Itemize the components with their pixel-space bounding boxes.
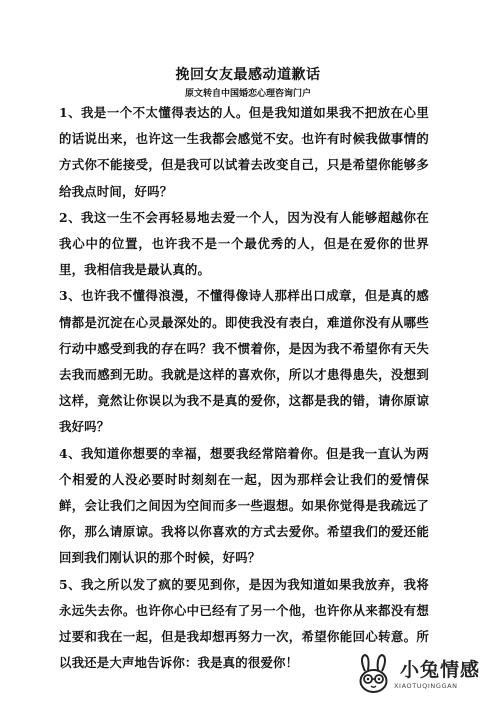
site-watermark-logo: [352, 653, 492, 697]
watermark-name: 小兔情感: [400, 659, 481, 681]
paragraph-3: 3、也许我不懂得浪漫，不懂得像诗人那样出口成章，但是真的感情都是沉淀在心灵最深处的。即使我没有表白，难道你没有从哪些行动中感受到我的存在吗？我不惯着你，是因为我不希望你有天失去我而感到无助。我就是这样的喜欢你，所以才患得患失，没想到这样，竟然让你误以为我不是真的爱你，这都是我的错，请你原谅我好吗？: [59, 288, 429, 435]
paragraph-2: 2、我这一生不会再轻易地去爱一个人，因为没有人能够超越你在我心中的位置，也许我不是一个最优秀的人，但是在爱你的世界里，我相信我是最认真的。: [59, 209, 429, 278]
document-title: 挽回女友最感动道歉话: [175, 67, 321, 83]
paragraph-4: 4、我知道你想要的幸福，想要我经常陪着你。但是我一直认为两个相爱的人没必要时时刻刻在一起，因为那样会让我们的爱情保鲜，会让我们之间因为空间而多一些遐想。如果你觉得是我疏远了你，那么请原谅。我将以你喜欢的方式去爱你。希望我们的爱还能回到我们刚认识的那个时候，好吗？: [59, 445, 429, 566]
rabbit-logo-icon: [352, 653, 396, 697]
document-subtitle: 原文转自中国婚恋心理咨询门户: [184, 89, 311, 99]
paragraph-1: 1、我是一个不太懂得表达的人。但是我知道如果我不把放在心里的话说出来，也许这一生我都会感觉不安。也许有时候我做事情的方式你不能接受，但是我可以试着去改变自己，只是希望你能够多给我点时间，好吗？: [59, 105, 429, 199]
paragraph-5: 5、我之所以发了疯的要见到你，是因为我知道如果我放弃，我将永远失去你。也许你心中已经有了另一个他，也许你从来都没有想过要和我在一起，但是我却想再努力一次，希望你能回心转意。所以我还是大声地告诉你：我是真的很爱你！: [59, 576, 429, 671]
document-body: [59, 100, 429, 676]
watermark-url: XIAOTUQINGGAN: [394, 682, 458, 690]
